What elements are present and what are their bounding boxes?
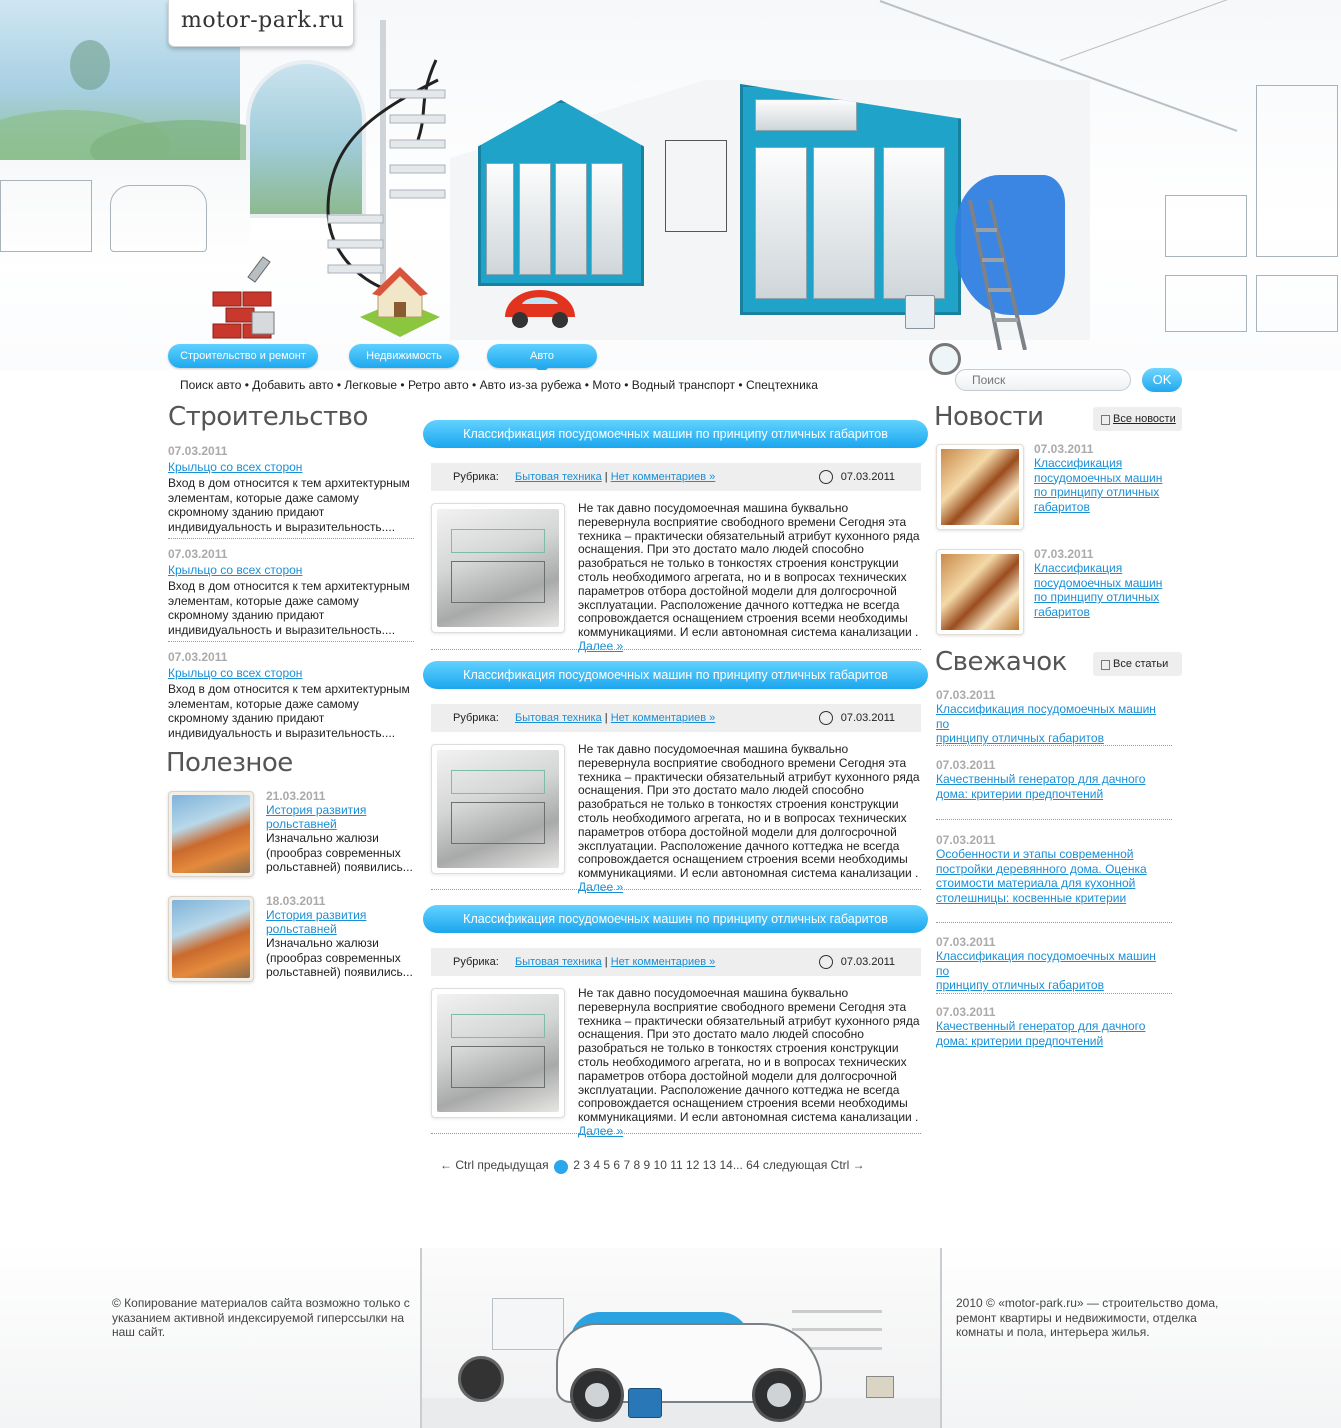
separator: • [624, 378, 629, 392]
divider [936, 922, 1172, 923]
news-link[interactable]: Классификация посудомоечных машин по принципу отличных габаритов [1034, 456, 1163, 514]
page-link[interactable]: 2 [573, 1158, 580, 1172]
fresh-link[interactable]: Качественный генератор для дачного дома: критерии предпочтений [936, 772, 1146, 801]
sub-navigation [180, 378, 818, 392]
pager-ellipsis: ... [732, 1158, 743, 1172]
clock-icon [819, 711, 833, 725]
item-date: 21.03.2011 [266, 789, 326, 803]
page-link[interactable]: 6 [613, 1158, 621, 1172]
shelf [792, 1310, 882, 1313]
logo-text: motor-park.ru [181, 8, 345, 33]
search-button[interactable]: OK [1142, 368, 1182, 392]
comments-link[interactable]: Нет комментариев » [610, 712, 716, 724]
copyright-text: © Копирование материалов сайта возможно только с указанием активной индексируемой гиперссылки на наш сайт. [112, 1296, 410, 1339]
item-date: 07.03.2011 [1034, 442, 1094, 456]
item-date: 07.03.2011 [168, 650, 228, 664]
separator: • [738, 378, 743, 392]
item-link[interactable]: Крыльцо со всех сторон [168, 563, 303, 577]
fresh-link[interactable]: Классификация посудомоечных машин по принципу отличных габаритов [936, 949, 1156, 992]
article-body: Не так давно посудомоечная машина буквально перевернула восприятие свободного времени Сегодня эта техника – практически обязательный атрибут кухонного ряда оснащения. При это достато мало людей способно разобраться не только в тонкостях строения конструкции столь необходимого агрегата, но и в вопросах технических параметров отбора достойной модели для долгосрочной эксплуатации. Расположение дачного коттеджа не всегда сопровождается оснащением строения всеми необходимы коммуникациями. И если автономная система канализации . Далее » [578, 986, 920, 1138]
item-link[interactable]: История развития рольставней [266, 803, 367, 831]
item-text: Вход в дом относится к тем архитектурным элементам, которые даже самому скромному зданию придают индивидуальность и выразительность.... [168, 476, 410, 534]
read-more-link[interactable]: Далее » [578, 638, 624, 653]
article-image[interactable] [431, 988, 565, 1118]
article-meta [431, 948, 921, 976]
news-thumbnail[interactable] [936, 549, 1024, 635]
clock-icon [819, 955, 833, 969]
article-date: 07.03.2011 [840, 712, 895, 724]
wheel-icon [752, 1368, 806, 1422]
article-meta [431, 463, 921, 491]
news-item [1034, 442, 1182, 514]
divider [936, 819, 1172, 820]
rubric-link[interactable]: Бытовая техника [515, 956, 602, 968]
fresh-link[interactable]: Особенности и этапы современной постройки деревянного дома. Оценка стоимости материала для кухонной столешницы: косвенные критерии [936, 847, 1147, 905]
list-item [168, 547, 414, 637]
rubric-link[interactable]: Бытовая техника [515, 712, 602, 724]
page-link[interactable]: 4 [593, 1158, 601, 1172]
toolbox-icon [628, 1388, 662, 1418]
page-link[interactable]: 9 [643, 1158, 651, 1172]
shelf [792, 1328, 882, 1331]
fresh-link[interactable]: Классификация посудомоечных машин по принципу отличных габаритов [936, 702, 1156, 745]
document-icon [1101, 660, 1110, 670]
rubric-label: Рубрика: [453, 712, 499, 724]
fresh-item [936, 833, 1172, 905]
article-image[interactable] [431, 503, 565, 633]
item-date: 07.03.2011 [936, 935, 996, 949]
document-icon [1101, 415, 1110, 425]
news-heading: Новости [934, 402, 1044, 432]
page-link[interactable]: 12 [686, 1158, 700, 1172]
fresh-item [936, 758, 1172, 801]
subnav-water[interactable]: Водный транспорт [631, 378, 736, 392]
current-page: 1 [554, 1160, 568, 1174]
blue-cabinet-large [740, 84, 961, 315]
nav-auto[interactable]: Авто [487, 344, 597, 368]
tire-icon [458, 1356, 504, 1402]
subnav-cars[interactable]: Легковые [344, 378, 398, 392]
construction-heading: Строительство [168, 402, 368, 432]
item-date: 07.03.2011 [936, 1005, 996, 1019]
separator: • [584, 378, 589, 392]
fresh-item [936, 688, 1172, 746]
divider [431, 649, 921, 650]
subnav-moto[interactable]: Мото [592, 378, 621, 392]
item-date: 07.03.2011 [168, 444, 228, 458]
article-body: Не так давно посудомоечная машина буквально перевернула восприятие свободного времени Сегодня эта техника – практически обязательный атрибут кухонного ряда оснащения. При это достато мало людей способно разобраться не только в тонкостях строения конструкции столь необходимого агрегата, но и в вопросах технических параметров отбора достойной модели для долгосрочной эксплуатации. Расположение дачного коттеджа не всегда сопровождается оснащением строения всеми необходимы коммуникациями. И если автономная система канализации . Далее » [578, 742, 920, 894]
clock-icon [819, 470, 833, 484]
read-more-link[interactable]: Далее » [578, 879, 624, 894]
item-text: Изначально жалюзи (прообраз современных рольставней) появились... [266, 936, 413, 979]
divider [168, 641, 414, 642]
bricks-trowel-icon [208, 252, 288, 342]
page-link[interactable]: 14 [719, 1158, 733, 1172]
header-illustration [0, 0, 1341, 370]
read-more-link[interactable]: Далее » [578, 1123, 624, 1138]
page-link[interactable]: 5 [603, 1158, 611, 1172]
page-link[interactable]: 7 [623, 1158, 631, 1172]
fresh-item [936, 935, 1172, 993]
useful-heading: Полезное [166, 748, 293, 778]
subnav-special[interactable]: Спецтехника [745, 378, 818, 392]
page-link[interactable]: 8 [633, 1158, 641, 1172]
useful-item [266, 789, 416, 875]
nav-real-estate[interactable]: Недвижимость [349, 344, 459, 368]
item-link[interactable]: Крыльцо со всех сторон [168, 666, 303, 680]
item-date: 07.03.2011 [168, 547, 228, 561]
divider [936, 745, 1172, 746]
news-link[interactable]: Классификация посудомоечных машин по принципу отличных габаритов [1034, 561, 1163, 619]
next-page-link[interactable]: следующая Ctrl → [762, 1158, 865, 1172]
ladder-icon [960, 200, 1030, 350]
item-text: Изначально жалюзи (прообраз современных рольставней) появились... [266, 831, 413, 874]
all-articles-button[interactable] [1093, 652, 1182, 676]
item-text: Вход в дом относится к тем архитектурным элементам, которые даже самому скромному зданию придают индивидуальность и выразительность.... [168, 579, 410, 637]
separator: • [472, 378, 477, 392]
item-link[interactable]: История развития рольставней [266, 908, 367, 936]
comments-link[interactable]: Нет комментариев » [610, 471, 716, 483]
subnav-import[interactable]: Авто из-за рубежа [479, 378, 582, 392]
article-image[interactable] [431, 744, 565, 874]
fresh-link[interactable]: Качественный генератор для дачного дома: критерии предпочтений [936, 1019, 1146, 1048]
site-logo[interactable] [168, 0, 354, 47]
subnav-add-auto[interactable]: Добавить авто [252, 378, 334, 392]
list-item [168, 444, 414, 534]
useful-thumbnail[interactable] [168, 791, 254, 877]
article-title[interactable]: Классификация посудомоечных машин по принципу отличных габаритов [423, 905, 928, 933]
rubric-label: Рубрика: [453, 471, 499, 483]
divider [431, 889, 921, 890]
red-car-icon [500, 282, 580, 332]
article-meta [431, 704, 921, 732]
pagination [440, 1158, 865, 1174]
meta-separator: | [604, 471, 608, 483]
divider [936, 993, 1172, 994]
item-text: Вход в дом относится к тем архитектурным элементам, которые даже самому скромному зданию придают индивидуальность и выразительность.... [168, 682, 410, 740]
all-news-label: Все новости [1113, 413, 1176, 425]
article-title[interactable]: Классификация посудомоечных машин по принципу отличных габаритов [423, 420, 928, 448]
divider [168, 538, 414, 539]
item-date: 07.03.2011 [936, 758, 996, 772]
item-link[interactable]: Крыльцо со всех сторон [168, 460, 303, 474]
item-date: 07.03.2011 [1034, 547, 1094, 561]
magnifier-icon [929, 343, 961, 375]
list-item [168, 650, 414, 740]
page-link[interactable]: 13 [702, 1158, 717, 1172]
news-item [1034, 547, 1182, 619]
all-articles-label: Все статьи [1113, 658, 1169, 670]
fresh-item [936, 1005, 1172, 1048]
search-input[interactable] [955, 369, 1131, 391]
wheel-icon [570, 1368, 624, 1422]
last-page-link[interactable]: 64 [746, 1158, 760, 1172]
separator: • [400, 378, 405, 392]
page-link[interactable]: 3 [583, 1158, 590, 1172]
canister-icon [866, 1376, 894, 1398]
page-link[interactable]: 11 [670, 1158, 683, 1172]
article-date: 07.03.2011 [840, 956, 895, 968]
fresh-heading: Свежачок [935, 647, 1067, 677]
item-date: 07.03.2011 [936, 833, 996, 847]
separator: • [336, 378, 342, 392]
meta-separator: | [604, 956, 608, 968]
rubric-link[interactable]: Бытовая техника [515, 471, 602, 483]
item-date: 18.03.2011 [266, 894, 326, 908]
house-icon [360, 262, 440, 342]
page-link[interactable]: 10 [653, 1158, 667, 1172]
dimension-sketch [665, 140, 727, 232]
meta-separator: | [604, 712, 608, 724]
subnav-retro[interactable]: Ретро авто [407, 378, 469, 392]
useful-thumbnail[interactable] [168, 896, 254, 982]
spiral-staircase [318, 20, 448, 300]
nav-construction[interactable]: Строительство и ремонт [168, 344, 318, 368]
all-news-button[interactable] [1093, 407, 1182, 431]
separator: • [244, 378, 249, 392]
subnav-search-auto[interactable]: Поиск авто [180, 378, 242, 392]
paint-bucket-icon [905, 295, 935, 329]
rubric-label: Рубрика: [453, 956, 499, 968]
site-description: 2010 © «motor-park.ru» — строительство дома, ремонт квартиры и недвижимости, отделка комнаты и пола, интерьера жилья. [956, 1296, 1219, 1339]
comments-link[interactable]: Нет комментариев » [610, 956, 716, 968]
useful-item [266, 894, 416, 980]
prev-page-link[interactable]: ← Ctrl предыдущая [440, 1158, 549, 1172]
article-body: Не так давно посудомоечная машина буквально перевернула восприятие свободного времени Сегодня эта техника – практически обязательный атрибут кухонного ряда оснащения. При это достато мало людей способно разобраться не только в тонкостях строения конструкции столь необходимого агрегата, но и в вопросах технических параметров отбора достойной модели для долгосрочной эксплуатации. Расположение дачного коттеджа не всегда сопровождается оснащением строения всеми необходимы коммуникациями. И если автономная система канализации . Далее » [578, 501, 920, 653]
divider [431, 1133, 921, 1134]
news-thumbnail[interactable] [936, 444, 1024, 530]
article-date: 07.03.2011 [840, 471, 895, 483]
article-title[interactable]: Классификация посудомоечных машин по принципу отличных габаритов [423, 661, 928, 689]
item-date: 07.03.2011 [936, 688, 996, 702]
